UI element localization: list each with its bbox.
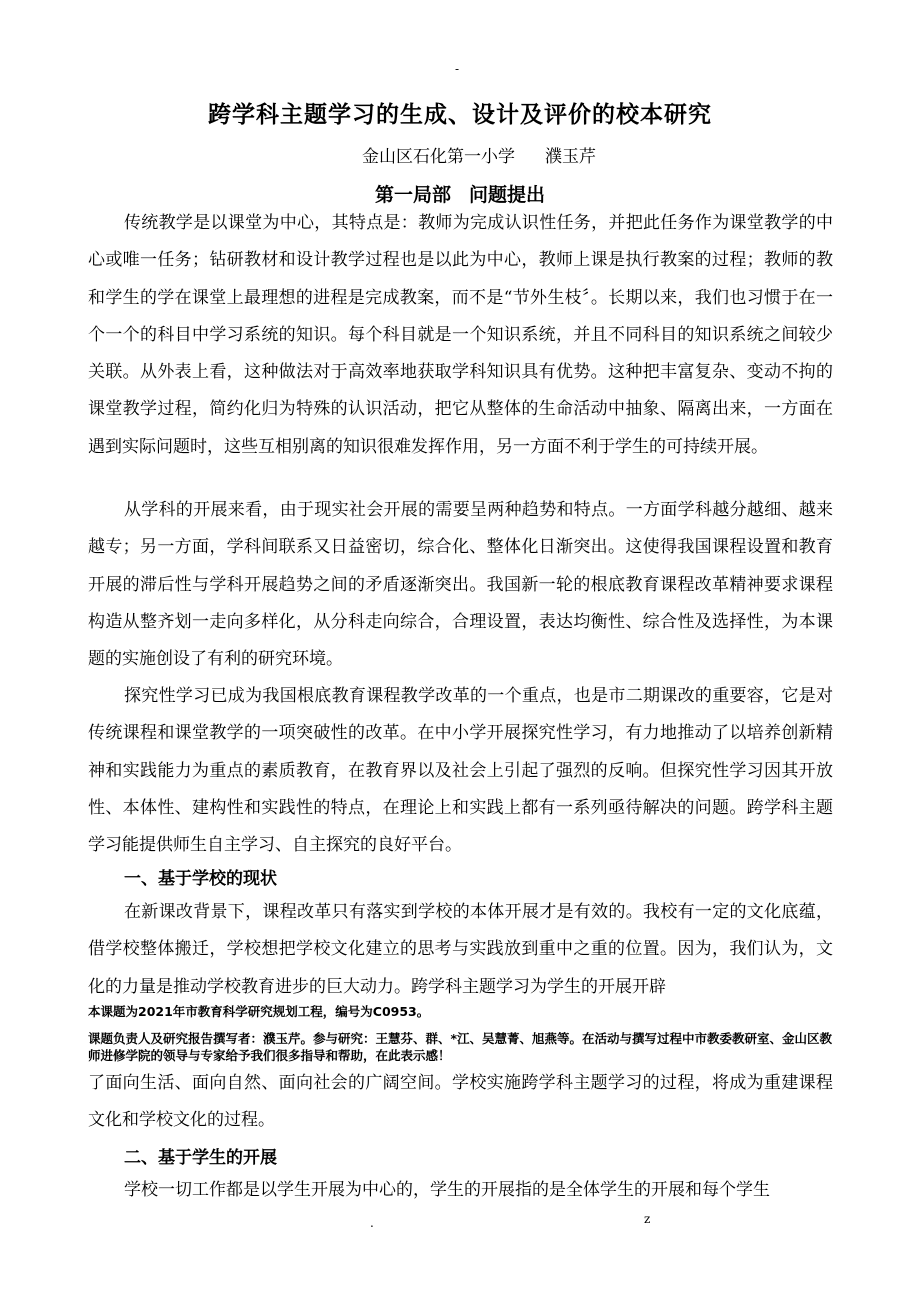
footer-left-mark: . bbox=[370, 1216, 374, 1230]
author-line bbox=[362, 142, 596, 167]
paragraph-discipline-development: 从学科的开展来看，由于现实社会开展的需要呈两种趋势和特点。一方面学科越分越细、越来越专；另一方面，学科间联系又日益密切，综合化、整体化日渐突出。这使得我国课程设置和教育开展的滞后性与学科开展趋势之间的矛盾逐渐突出。我国新一轮的根底教育课程改革精神要求课程构造从整齐划一走向多样化，从分科走向综合，合理设置，表达均衡性、综合性及选择性，为本课题的实施创设了有利的研究环境。 bbox=[88, 500, 833, 670]
section-label: 第一局部 bbox=[374, 184, 451, 206]
heading-student-development: 二、基于学生的开展 bbox=[124, 1148, 277, 1168]
footnote-contributors: 课题负责人及研究报告撰写者：濮玉芹。参与研究：王慧芬、群、*江、吴慧菁、旭燕等。在活动与撰写过程中市教委教研室、金山区教师进修学院的领导与专家给予我们很多指导和帮助，在此表示感！ bbox=[88, 1031, 833, 1063]
paragraph-student-development: 学校一切工作都是以学生开展为中心的，学生的开展指的是全体学生的开展和每个学生 bbox=[124, 1180, 770, 1200]
footer-right-mark: z bbox=[644, 1212, 651, 1226]
section-heading: 问题提出 bbox=[469, 184, 546, 206]
paragraph-inquiry-learning: 探究性学习已成为我国根底教育课程教学改革的一个重点，也是市二期课改的重要容，它是对传统课程和课堂教学的一项突破性的改革。在中小学开展探究性学习，有力地推动了以培养创新精神和实践能力为重点的素质教育，在教育界以及社会上引起了强烈的反响。但探究性学习因其开放性、本体性、建构性和实践性的特点，在理论上和实践上都有一系列亟待解决的问题。跨学科主题学习能提供师生自主学习、自主探究的良好平台。 bbox=[88, 686, 833, 856]
footnote-project: 本课题为2021年市教育科学研究规划工程，编号为C0953。 bbox=[88, 1004, 430, 1019]
paragraph-school-status-continued: 了面向生活、面向自然、面向社会的广阔空间。学校实施跨学科主题学习的过程，将成为重建课程文化和学校文化的过程。 bbox=[88, 1073, 833, 1131]
author-school: 金山区石化第一小学 bbox=[362, 147, 515, 167]
paragraph-school-status: 在新课改背景下，课程改革只有落实到学校的本体开展才是有效的。我校有一定的文化底蕴，借学校整体搬迁，学校想把学校文化建立的思考与实践放到重中之重的位置。因为，我们认为，文化的力量是推动学校教育进步的巨大动力。跨学科主题学习为学生的开展开辟 bbox=[88, 902, 833, 997]
header-mark: - bbox=[455, 62, 460, 76]
paragraph-traditional-teaching: 传统教学是以课堂为中心，其特点是：教师为完成认识性任务，并把此任务作为课堂教学的中心或唯一任务；钻研教材和设计教学过程也是以此为中心，教师上课是执行教案的过程；教师的教和学生的学在课堂上最理想的进程是完成教案，而不是“节外生枝〞。长期以来，我们也习惯于在一个一个的科目中学习系统的知识。每个科目就是一个知识系统，并且不同科目的知识系统之间较少关联。从外表上看，这种做法对于高效率地获取学科知识具有优势。这种把丰富复杂、变动不拘的课堂教学过程，简约化归为特殊的认识活动，把它从整体的生命活动中抽象、隔离出来，一方面在遇到实际问题时，这些互相别离的知识很难发挥作用，另一方面不利于学生的可持续开展。 bbox=[88, 213, 833, 457]
section-title bbox=[0, 180, 920, 207]
author-name: 濮玉芹 bbox=[545, 147, 596, 167]
heading-school-status: 一、基于学校的现状 bbox=[124, 869, 277, 889]
page-title: 跨学科主题学习的生成、设计及评价的校本研究 bbox=[208, 102, 712, 128]
